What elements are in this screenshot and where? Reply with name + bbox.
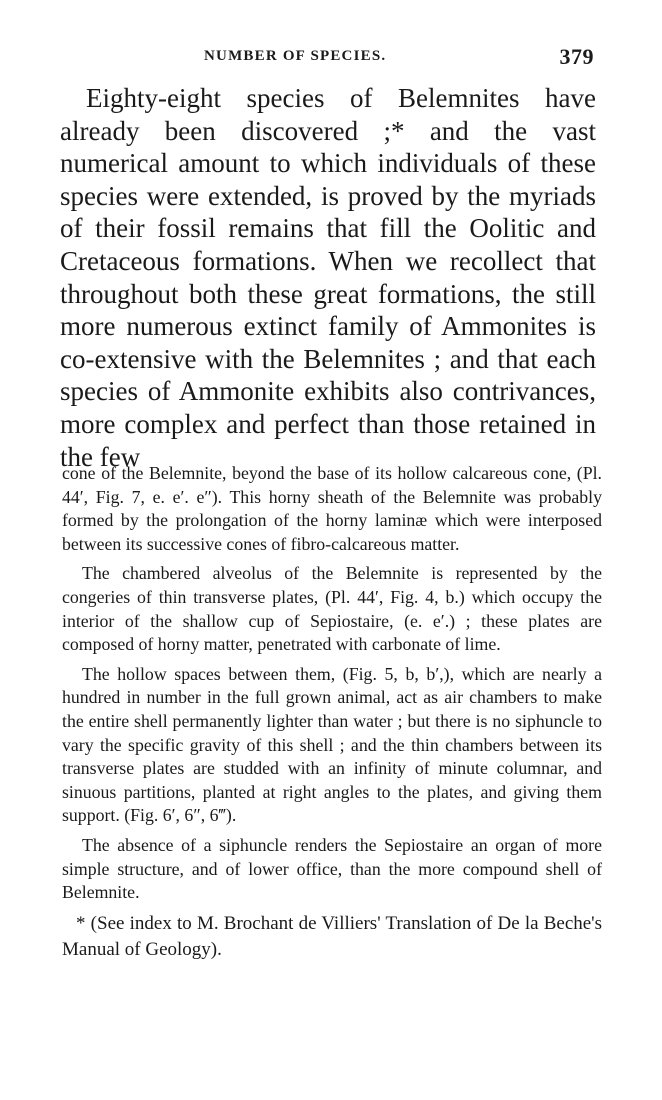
notes-section bbox=[62, 462, 602, 969]
main-paragraph: Eighty-eight species of Belemnites have already been discovered ;* and the vast numerical amount to which individuals of these species were extended, is proved by the myriads of their fossil remains that fill the Oolitic and Cretaceous formations. When we recollect that throughout both these great formations, the still more numerous extinct family of Ammonites is co-extensive with the Belemnites ; and that each species of Ammonite exhibits also contrivances, more complex and perfect than those retained in the few bbox=[60, 83, 596, 472]
footnote: * (See index to M. Brochant de Villiers' Translation of De la Beche's Manual of Geology). bbox=[62, 912, 602, 960]
note-paragraph-4: The absence of a siphuncle renders the Sepiostaire an organ of more simple structure, and of lower office, than the more compound shell of Belemnite. bbox=[62, 834, 602, 903]
page-number: 379 bbox=[559, 44, 594, 69]
page-header bbox=[60, 44, 600, 74]
running-head: NUMBER OF SPECIES. bbox=[204, 48, 387, 64]
note-paragraph-1: cone of the Belemnite, beyond the base of its hollow calcareous cone, (Pl. 44′, Fig. 7, e. e′. e″). This horny sheath of the Belemnite was probably formed by the prolongation of the horny laminæ which were interposed between its successive cones of fibro-calcareous matter. bbox=[62, 463, 602, 554]
note-paragraph-2: The chambered alveolus of the Belemnite is represented by the congeries of thin transverse plates, (Pl. 44′, Fig. 4, b.) which occupy the interior of the shallow cup of Sepiostaire, (e. e′.) ; these plates are composed of horny matter, penetrated with carbonate of lime. bbox=[62, 563, 602, 655]
note-paragraph-3: The hollow spaces between them, (Fig. 5, b, b′,), which are nearly a hundred in number in the full grown animal, act as air chambers to make the entire shell permanently lighter than water ; but there is no siphuncle to vary the specific gravity of this shell ; and the thin chambers between its transverse plates are studded with an infinity of minute columnar, and sinuous partitions, planted at right angles to the plates, and giving them support. (Fig. 6′, 6″, 6‴). bbox=[62, 663, 602, 826]
